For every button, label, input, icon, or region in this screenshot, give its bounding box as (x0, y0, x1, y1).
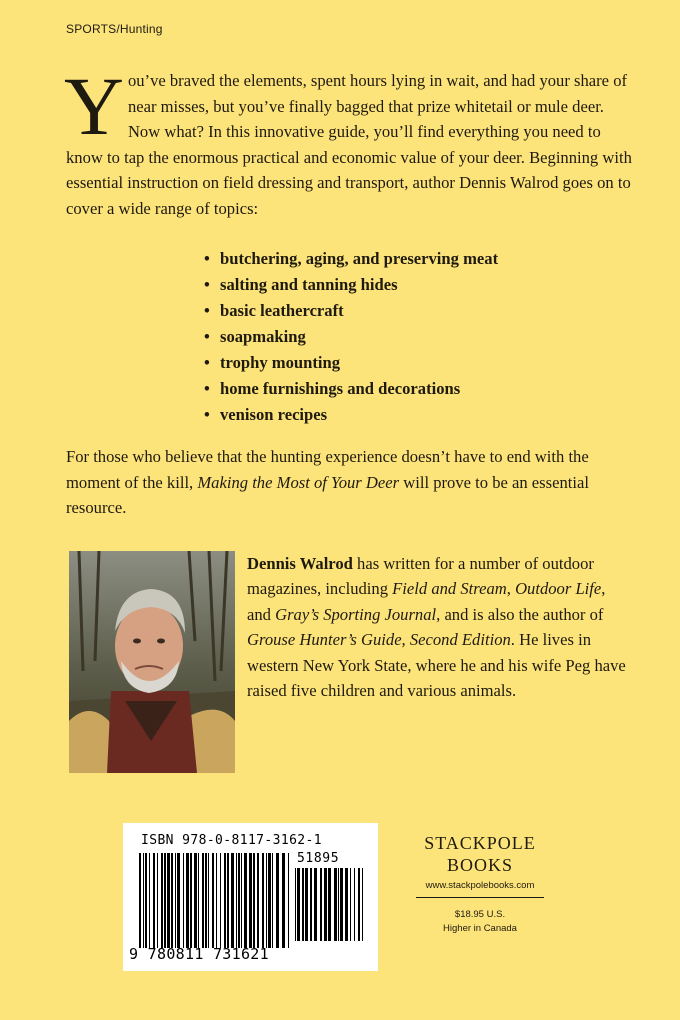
divider (416, 897, 544, 898)
list-item: • home furnishings and decorations (204, 376, 498, 402)
list-item: • salting and tanning hides (204, 272, 498, 298)
description-text: ou’ve braved the elements, spent hours lying in wait, and had your share of near misses, but you’ve finally bagged that prize whitetail or mule deer. Now what? In this innovative guide, you’ll find everything you need to know to tap the enormous practical and economic value of your deer. Beginning with essential instruction on field dressing and transport, author Dennis Walrod goes on to cover a wide range of topics: (66, 71, 632, 218)
author-bio: Dennis Walrod has written for a number of outdoor magazines, including Field and Stream, Outdoor Life, and Gray’s Sporting Journal, and is also the author of Grouse Hunter’s Guide, Second Edition. He lives in western New York State, where he and his wife Peg have raised five children and various animals. (247, 554, 626, 701)
bullet-icon: • (204, 353, 210, 372)
book-title: Making the Most of Your Deer (197, 472, 400, 492)
ean-digits: 9 780811 731621 (129, 945, 269, 963)
list-item: • basic leathercraft (204, 298, 498, 324)
addon-barcode-bars (295, 868, 365, 941)
list-item: • trophy mounting (204, 350, 498, 376)
list-item: • soapmaking (204, 324, 498, 350)
topics-list (204, 246, 498, 428)
bullet-icon: • (204, 379, 210, 398)
price: $18.95 U.S. (454, 909, 506, 920)
author-photo (69, 551, 235, 773)
list-item: • butchering, aging, and preserving meat (204, 246, 498, 272)
closing-paragraph: For those who believe that the hunting experience doesn’t have to end with the moment of the kill, Making the Most of Your Deer will prove to be an essential resource. (66, 447, 589, 518)
publisher-name-line2: BOOKS (446, 855, 513, 875)
list-item: • venison recipes (204, 402, 498, 428)
bullet-icon: • (204, 405, 210, 424)
barcode (123, 823, 378, 971)
bullet-icon: • (204, 301, 210, 320)
bullet-icon: • (204, 249, 210, 268)
bullet-icon: • (204, 327, 210, 346)
publisher-url: www.stackpolebooks.com (425, 880, 535, 891)
bullet-icon: • (204, 275, 210, 294)
publisher-name-line1: STACKPOLE (424, 833, 536, 853)
isbn-text: ISBN 978-0-8117-3162-1 (141, 833, 322, 848)
description-paragraph (64, 60, 632, 222)
price-note: Higher in Canada (443, 923, 517, 934)
ean-barcode-bars (139, 853, 289, 948)
author-name: Dennis Walrod (247, 554, 353, 573)
drop-cap: Y (64, 60, 124, 152)
category-label: SPORTS/Hunting (66, 22, 163, 36)
publisher-block (400, 832, 560, 936)
price-code: 51895 (297, 851, 340, 866)
